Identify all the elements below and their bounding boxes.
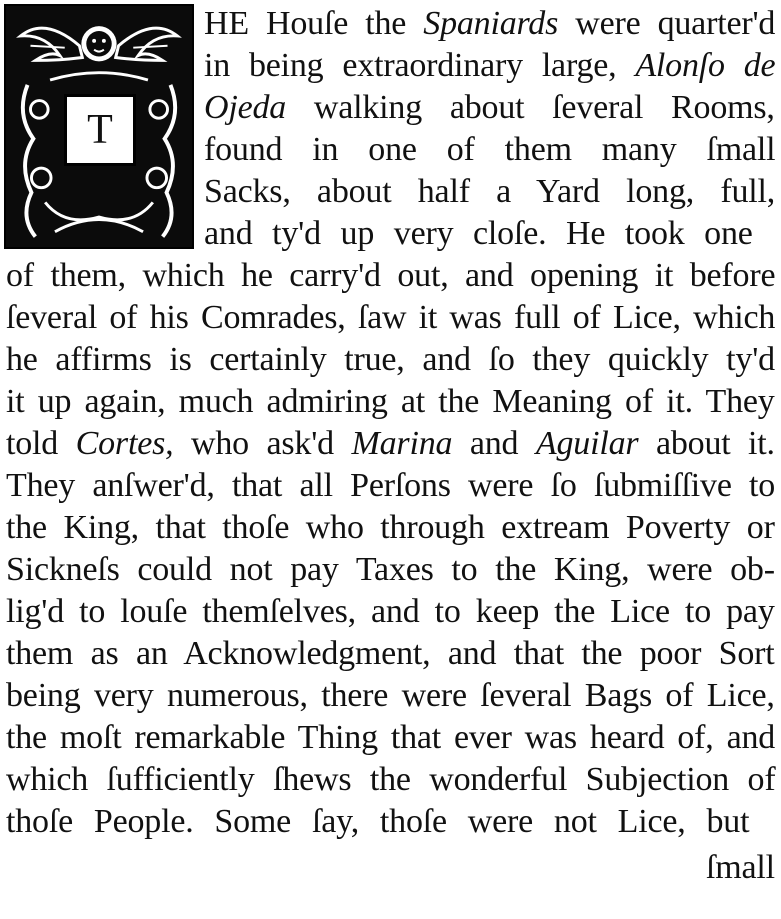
italic-text: Alonſo de xyxy=(635,47,776,84)
text-span: which ſufficiently ſhews the wonderful Subjection of xyxy=(6,761,776,798)
text-line xyxy=(6,802,749,842)
italic-text: Ojeda xyxy=(204,89,287,126)
text-span: ſmall xyxy=(706,849,775,886)
text-line xyxy=(706,848,775,888)
text-span: ſeveral of his Comrades, ſaw it was full of Lice, which xyxy=(6,299,776,336)
text-span: and ty'd up very cloſe. He took one xyxy=(204,215,753,252)
text-span: Sickneſs could not pay Taxes to the King, were ob- xyxy=(6,551,775,588)
italic-text: Marina xyxy=(351,425,453,462)
text-span: were quarter'd xyxy=(558,5,776,42)
text-line xyxy=(204,88,775,128)
text-line xyxy=(6,340,775,380)
text-span: thoſe People. Some ſay, thoſe were not Lice, but xyxy=(6,803,750,840)
text-line xyxy=(6,718,775,758)
text-span: of them, which he carry'd out, and opening it before xyxy=(6,257,776,294)
text-span: about it. xyxy=(638,425,775,462)
text-line xyxy=(6,256,775,296)
italic-text: Spaniards xyxy=(423,5,559,42)
text-span: he affirms is certainly true, and ſo they quickly ty'd xyxy=(6,341,775,378)
italic-text: Cortes, xyxy=(75,425,174,462)
text-line xyxy=(6,550,775,590)
text-line xyxy=(204,214,753,254)
text-line xyxy=(6,298,775,338)
text-line xyxy=(6,760,775,800)
text-line xyxy=(6,508,775,548)
text-line xyxy=(204,130,775,170)
text-span: the moſt remarkable Thing that ever was heard of, and xyxy=(6,719,776,756)
text-line xyxy=(6,634,775,674)
text-span: in being extraordinary large, xyxy=(204,47,636,84)
decorated-initial xyxy=(4,4,194,249)
text-span: it up again, much admiring at the Meaning of it. They xyxy=(6,383,775,420)
text-span: walking about ſeveral Rooms, xyxy=(286,89,775,126)
initial-letter: T xyxy=(64,94,136,166)
text-line xyxy=(204,172,775,212)
text-span: found in one of them many ſmall xyxy=(204,131,776,168)
text-line xyxy=(6,592,775,632)
text-span: who ask'd xyxy=(173,425,352,462)
text-span: and xyxy=(452,425,536,462)
text-span: HE Houſe the xyxy=(204,5,424,42)
text-line xyxy=(6,382,775,422)
text-line xyxy=(6,424,775,464)
text-line xyxy=(6,676,775,716)
italic-text: Aguilar xyxy=(535,425,639,462)
text-span: They anſwer'd, that all Perſons were ſo ſubmiſſive to xyxy=(6,467,776,504)
text-span: Sacks, about half a Yard long, full, xyxy=(204,173,776,210)
text-span: them as an Acknowledgment, and that the poor Sort xyxy=(6,635,775,672)
text-span: being very numerous, there were ſeveral Bags of Lice, xyxy=(6,677,775,714)
text-line xyxy=(6,466,775,506)
text-line xyxy=(204,46,775,86)
text-line xyxy=(204,4,775,44)
text-span: the King, that thoſe who through extream Poverty or xyxy=(6,509,775,546)
text-span: told xyxy=(6,425,76,462)
text-span: lig'd to louſe themſelves, and to keep the Lice to pay xyxy=(6,593,775,630)
